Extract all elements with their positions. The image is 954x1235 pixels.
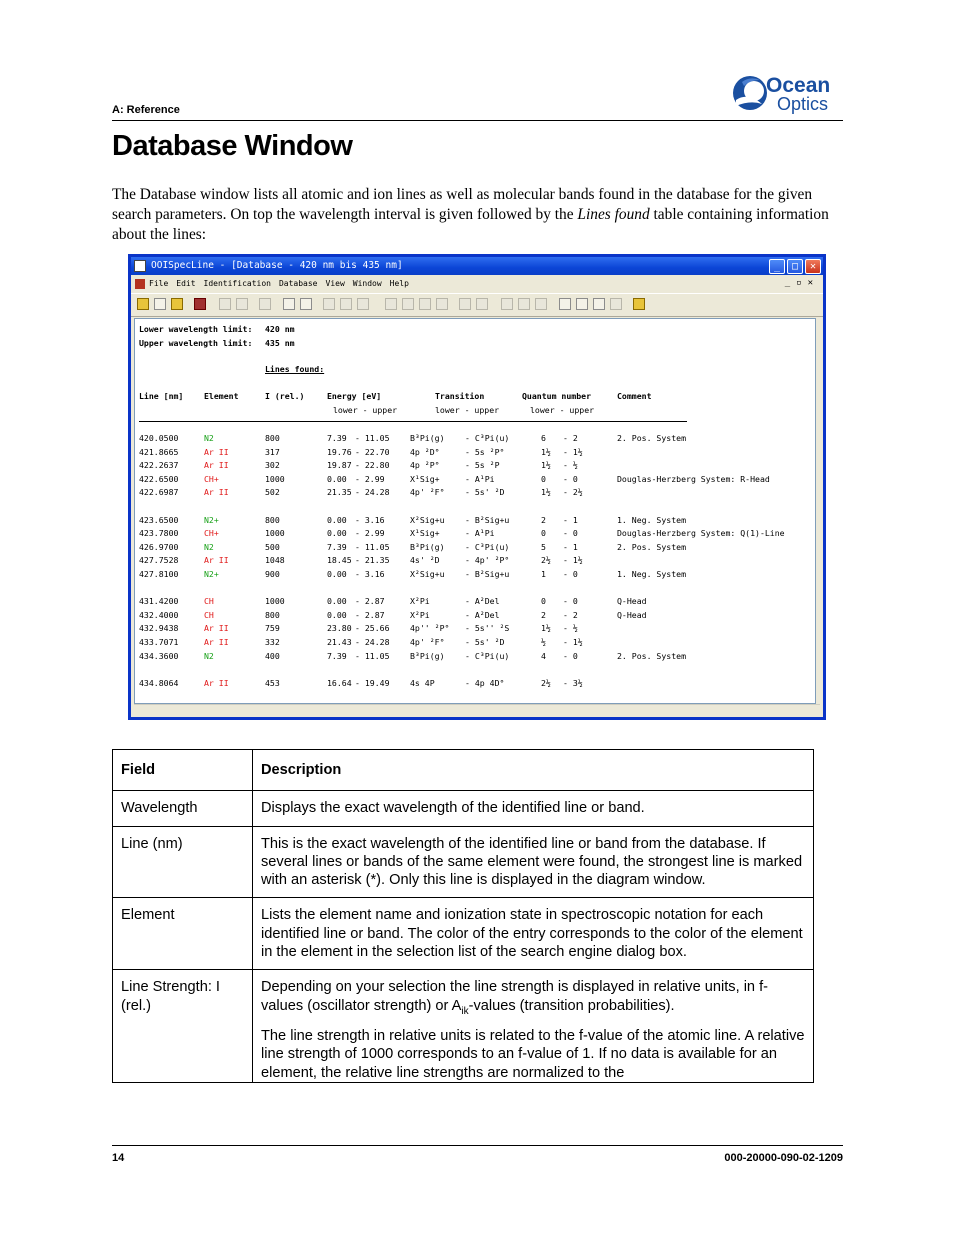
row-t-up: - A²Del	[465, 609, 500, 620]
row-e-up: - 11.05	[355, 650, 390, 661]
lower-limit-label: Lower wavelength limit:	[139, 324, 253, 334]
description-cell: Lists the element name and ionization state in spectroscopic notation for each identified line or band. The color of the entry corresponds to the color of the element in the element in the selection list of the search engine dialog box.	[253, 898, 814, 970]
row-element: N2	[204, 433, 214, 443]
page-title: Database Window	[112, 130, 353, 162]
save-icon[interactable]	[154, 298, 166, 310]
field-cell: Line Strength: I (rel.)	[113, 970, 253, 1082]
col-intensity: I (rel.)	[265, 391, 305, 401]
row-e-up: - 2.99	[355, 473, 385, 484]
row-q-up: - ½	[563, 460, 578, 471]
folder-icon[interactable]	[171, 298, 183, 310]
row-element: N2	[204, 541, 214, 552]
row-t-up: - B²Sig+u	[465, 569, 510, 579]
menu-edit[interactable]: Edit	[176, 279, 196, 288]
row-line: 422.6500	[139, 473, 179, 484]
row-q-lo: 1½	[541, 446, 551, 457]
upper-limit-label: Upper wavelength limit:	[139, 338, 253, 348]
tile-icon[interactable]	[576, 298, 588, 310]
row-comment: 1. Neg. System	[617, 514, 687, 525]
row-e-up: - 24.28	[355, 637, 390, 647]
row-element: Ar II	[204, 677, 229, 688]
row-q-up: - 0	[563, 650, 578, 661]
row-q-up: - 0	[563, 473, 578, 484]
row-line: 420.0500	[139, 433, 179, 443]
row-e-lo: 16.64	[327, 677, 352, 688]
table-row	[113, 970, 814, 1082]
row-q-up: - 2	[563, 433, 578, 443]
row-line: 427.8100	[139, 569, 179, 579]
svg-text:Optics: Optics	[777, 94, 829, 114]
row-element: N2+	[204, 514, 219, 525]
row-t-up: - C³Pi(u)	[465, 650, 510, 661]
row-t-lo: B³Pi(g)	[410, 433, 445, 443]
header-divider	[139, 421, 687, 422]
row-t-lo: X²Sig+u	[410, 569, 445, 579]
row-t-up: - 4p 4D°	[465, 677, 505, 688]
description-cell: Depending on your selection the line strength is displayed in relative units, in f-values (oscillator strength) or $A_{ik}$-values (transition probabilities). The line strength in relative units is related to the f-value of the atomic line. A relative line strength of 1000 corresponds to an f-value of 1. If no data is available for an element, the relative line strengths are normalized to the	[253, 970, 814, 1082]
row-q-up: - ½	[563, 623, 578, 634]
row-t-up: - C³Pi(u)	[465, 433, 510, 443]
row-t-up: - 5s' ²D	[465, 487, 505, 498]
row-line: 433.7071	[139, 637, 179, 647]
row-i: 332	[265, 637, 280, 647]
row-element: CH	[204, 609, 214, 620]
section-label: A: Reference	[112, 104, 180, 116]
row-line: 432.9438	[139, 623, 179, 634]
row-comment: Q-Head	[617, 609, 647, 620]
col-transition-sub: lower - upper	[435, 405, 500, 415]
row-element: N2+	[204, 569, 219, 579]
row-t-up: - C³Pi(u)	[465, 541, 510, 552]
row-e-lo: 21.43	[327, 637, 352, 647]
row-t-up: - B²Sig+u	[465, 514, 510, 525]
row-comment: 2. Pos. System	[617, 433, 687, 443]
header-description: Description	[253, 750, 814, 791]
row-t-up: - 5s'' ²S	[465, 623, 510, 634]
col-energy-sub: lower - upper	[333, 405, 398, 415]
table-row	[113, 826, 814, 898]
row-comment: 2. Pos. System	[617, 650, 687, 661]
redo-icon[interactable]	[357, 298, 369, 310]
footer-rule	[112, 1145, 843, 1146]
row-t-lo: X²Pi	[410, 596, 430, 607]
row-i: 500	[265, 541, 280, 552]
cut-icon[interactable]	[323, 298, 335, 310]
lines-found-label: Lines found:	[265, 364, 325, 374]
row-e-lo: 0.00	[327, 473, 347, 484]
row-q-lo: 2	[541, 514, 546, 525]
row-q-lo: 5	[541, 541, 546, 552]
col-element: Element	[204, 391, 239, 401]
description-cell: This is the exact wavelength of the identified line or band from the database. If several lines or bands of the same element were found, the strongest line is marked with an asterisk (*). Only this line is displayed in the diagram window.	[253, 826, 814, 898]
lambda-icon[interactable]	[459, 298, 471, 310]
row-t-lo: 4p'' ²P°	[410, 623, 450, 634]
row-e-up: - 19.49	[355, 677, 390, 688]
row-q-up: - 3½	[563, 677, 583, 688]
row-e-up: - 11.05	[355, 433, 390, 443]
row-q-up: - 0	[563, 596, 578, 607]
row-q-lo: 6	[541, 433, 546, 443]
row-t-lo: 4s' ²D	[410, 555, 440, 566]
row-q-up: - 0	[563, 528, 578, 539]
row-element: CH	[204, 596, 214, 607]
row-q-up: - 1	[563, 514, 578, 525]
row-i: 317	[265, 446, 280, 457]
row-e-lo: 7.39	[327, 433, 347, 443]
undo-icon[interactable]	[340, 298, 352, 310]
row-i: 453	[265, 677, 280, 688]
row-i: 759	[265, 623, 280, 634]
row-i: 800	[265, 433, 280, 443]
row-t-lo: X¹Sig+	[410, 473, 440, 484]
row-t-up: - 4p' ²P°	[465, 555, 510, 566]
col-comment: Comment	[617, 391, 652, 401]
view2-icon[interactable]	[402, 298, 414, 310]
zoom1-icon[interactable]	[501, 298, 513, 310]
row-i: 1000	[265, 596, 285, 607]
row-q-up: - 0	[563, 569, 578, 579]
row-e-up: - 3.16	[355, 514, 385, 525]
paste-icon[interactable]	[236, 298, 248, 310]
row-e-up: - 21.35	[355, 555, 390, 566]
zoom2-icon[interactable]	[518, 298, 530, 310]
bar-icon[interactable]	[476, 298, 488, 310]
row-element: Ar II	[204, 446, 229, 457]
minimize-icon[interactable]: _	[769, 259, 785, 274]
row-comment: Douglas-Herzberg System: Q(1)-Line	[617, 528, 785, 539]
row-line: 434.8064	[139, 677, 179, 688]
col-line: Line [nm]	[139, 391, 184, 401]
row-line: 421.8665	[139, 446, 179, 457]
row-i: 302	[265, 460, 280, 471]
row-q-lo: 1½	[541, 623, 551, 634]
row-comment: 1. Neg. System	[617, 569, 687, 579]
row-q-lo: ½	[541, 637, 546, 647]
table-header-row	[113, 750, 814, 791]
row-q-up: - 1	[563, 541, 578, 552]
row-t-up: - 5s ²P	[465, 460, 500, 471]
row-t-up: - A¹Pi	[465, 528, 495, 539]
row-q-lo: 0	[541, 473, 546, 484]
vertical-scrollbar[interactable]	[816, 318, 823, 702]
row-element: Ar II	[204, 460, 229, 471]
row-comment: 2. Pos. System	[617, 541, 687, 552]
row-i: 900	[265, 569, 280, 579]
row-line: 422.2637	[139, 460, 179, 471]
row-q-lo: 4	[541, 650, 546, 661]
row-element: CH+	[204, 528, 219, 539]
row-e-lo: 0.00	[327, 569, 347, 579]
document-icon	[135, 279, 145, 289]
database-results-pane	[134, 318, 816, 704]
row-i: 1000	[265, 473, 285, 484]
row-i: 1000	[265, 528, 285, 539]
upper-limit-value: 435 nm	[265, 338, 295, 348]
horizontal-scrollbar[interactable]	[134, 704, 820, 717]
help-icon[interactable]	[633, 298, 645, 310]
lower-limit-value: 420 nm	[265, 324, 295, 334]
row-e-lo: 0.00	[327, 528, 347, 539]
app-icon	[134, 260, 146, 272]
row-i: 800	[265, 514, 280, 525]
row-line: 423.7800	[139, 528, 179, 539]
col-quantum-sub: lower - upper	[530, 405, 595, 415]
row-q-lo: 2	[541, 609, 546, 620]
mdi-controls-icon[interactable]: _▫✕	[784, 278, 819, 288]
row-e-up: - 2.99	[355, 528, 385, 539]
database-window-screenshot	[128, 254, 826, 720]
row-t-up: - 5s' ²D	[465, 637, 505, 647]
row-q-lo: 2½	[541, 677, 551, 688]
view1-icon[interactable]	[385, 298, 397, 310]
row-e-lo: 7.39	[327, 650, 347, 661]
row-element: Ar II	[204, 487, 229, 498]
description-cell: Displays the exact wavelength of the identified line or band.	[253, 791, 814, 826]
col-transition: Transition	[435, 391, 485, 401]
row-e-lo: 18.45	[327, 555, 352, 566]
row-q-up: - 1½	[563, 446, 583, 457]
table-row	[113, 898, 814, 970]
print-icon[interactable]	[283, 298, 295, 310]
database-icon[interactable]	[194, 298, 206, 310]
menu-identification[interactable]: Identification	[203, 279, 271, 288]
col-energy: Energy [eV]	[327, 391, 382, 401]
maximize-icon[interactable]: □	[787, 259, 803, 274]
row-element: Ar II	[204, 623, 229, 634]
row-t-lo: 4p' ²F°	[410, 637, 445, 647]
row-q-up: - 1½	[563, 555, 583, 566]
header-field: Field	[113, 750, 253, 791]
field-cell: Line (nm)	[113, 826, 253, 898]
field-cell: Wavelength	[113, 791, 253, 826]
page-number: 14	[112, 1152, 125, 1164]
row-e-lo: 19.87	[327, 460, 352, 471]
row-e-up: - 11.05	[355, 541, 390, 552]
view4-icon[interactable]	[436, 298, 448, 310]
arrange-icon[interactable]	[593, 298, 605, 310]
row-line: 422.6987	[139, 487, 179, 498]
row-t-lo: 4p' ²F°	[410, 487, 445, 498]
row-line: 431.4200	[139, 596, 179, 607]
row-element: Ar II	[204, 637, 229, 647]
row-line: 432.4000	[139, 609, 179, 620]
field-cell: Element	[113, 898, 253, 970]
row-element: Ar II	[204, 555, 229, 566]
row-t-lo: X¹Sig+	[410, 528, 440, 539]
row-e-lo: 21.35	[327, 487, 352, 498]
row-q-lo: 0	[541, 528, 546, 539]
window-title: OOISpecLine - [Database - 420 nm bis 435 nm]	[151, 260, 403, 271]
row-line: 427.7528	[139, 555, 179, 566]
copy-icon[interactable]	[219, 298, 231, 310]
toolbar	[131, 293, 823, 317]
row-e-up: - 22.80	[355, 460, 390, 471]
window-titlebar	[131, 257, 823, 275]
row-q-lo: 1½	[541, 487, 551, 498]
menu-help[interactable]: Help	[389, 279, 409, 288]
row-t-lo: 4p ²P°	[410, 460, 440, 471]
row-element: CH+	[204, 473, 219, 484]
row-element: N2	[204, 650, 214, 661]
col-quantum: Quantum number	[522, 391, 592, 401]
row-e-up: - 24.28	[355, 487, 390, 498]
chart-icon[interactable]	[610, 298, 622, 310]
row-q-up: - 1½	[563, 637, 583, 647]
ocean-optics-logo	[728, 70, 846, 116]
row-i: 1048	[265, 555, 285, 566]
row-q-lo: 1½	[541, 460, 551, 471]
row-line: 434.3600	[139, 650, 179, 661]
new-icon[interactable]	[259, 298, 271, 310]
field-description-table	[112, 749, 814, 1083]
row-e-up: - 3.16	[355, 569, 385, 579]
row-t-lo: X²Pi	[410, 609, 430, 620]
menu-view[interactable]: View	[325, 279, 345, 288]
svg-text:Ocean: Ocean	[766, 74, 831, 97]
print-preview-icon[interactable]	[300, 298, 312, 310]
row-e-lo: 0.00	[327, 609, 347, 620]
zoom3-icon[interactable]	[535, 298, 547, 310]
menu-bar	[131, 276, 823, 291]
row-t-lo: 4s 4P	[410, 677, 435, 688]
document-number: 000-20000-090-02-1209	[724, 1152, 843, 1164]
row-t-lo: B³Pi(g)	[410, 541, 445, 552]
table-row	[113, 791, 814, 826]
row-t-lo: X²Sig+u	[410, 514, 445, 525]
row-i: 800	[265, 609, 280, 620]
row-t-lo: B³Pi(g)	[410, 650, 445, 661]
row-e-up: - 25.66	[355, 623, 390, 634]
row-t-lo: 4p ²D°	[410, 446, 440, 457]
menu-file[interactable]: File	[149, 279, 169, 288]
row-q-up: - 2	[563, 609, 578, 620]
row-t-up: - 5s ²P°	[465, 446, 505, 457]
row-q-lo: 2½	[541, 555, 551, 566]
view3-icon[interactable]	[419, 298, 431, 310]
row-q-lo: 1	[541, 569, 546, 579]
row-e-up: - 2.87	[355, 596, 385, 607]
row-e-up: - 2.87	[355, 609, 385, 620]
row-q-lo: 0	[541, 596, 546, 607]
row-i: 502	[265, 487, 280, 498]
row-e-lo: 0.00	[327, 514, 347, 525]
row-t-up: - A¹Pi	[465, 473, 495, 484]
row-e-lo: 19.76	[327, 446, 352, 457]
row-q-up: - 2½	[563, 487, 583, 498]
row-e-up: - 22.70	[355, 446, 390, 457]
close-icon[interactable]: ✕	[805, 259, 821, 274]
cascade-icon[interactable]	[559, 298, 571, 310]
menu-database[interactable]: Database	[278, 279, 318, 288]
row-e-lo: 0.00	[327, 596, 347, 607]
row-i: 400	[265, 650, 280, 661]
row-line: 426.9700	[139, 541, 179, 552]
row-t-up: - A²Del	[465, 596, 500, 607]
menu-window[interactable]: Window	[352, 279, 382, 288]
header-rule	[112, 120, 843, 121]
row-e-lo: 7.39	[327, 541, 347, 552]
intro-paragraph: The Database window lists all atomic and ion lines as well as molecular bands found in the database for the given search parameters. On top the wavelength interval is given followed by the Lines found table containing information about the lines:	[112, 186, 829, 243]
row-line: 423.6500	[139, 514, 179, 525]
row-comment: Q-Head	[617, 596, 647, 607]
row-comment: Douglas-Herzberg System: R-Head	[617, 473, 770, 484]
row-e-lo: 23.80	[327, 623, 352, 634]
open-icon[interactable]	[137, 298, 149, 310]
